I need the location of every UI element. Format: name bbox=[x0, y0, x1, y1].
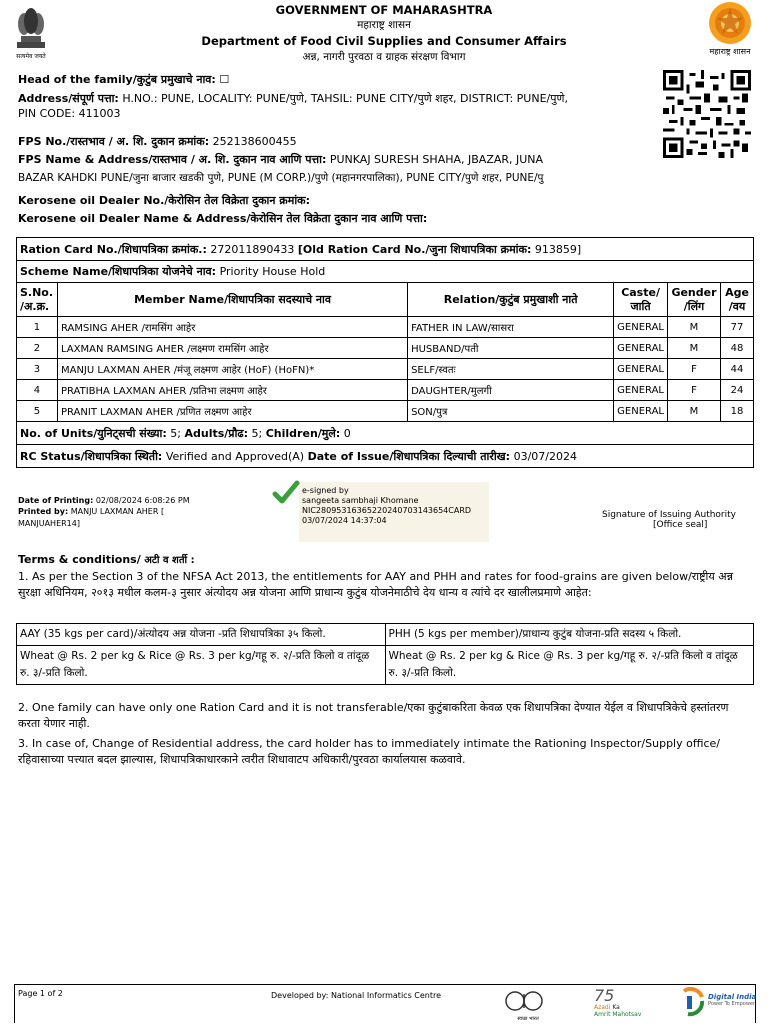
member-gender: F bbox=[668, 380, 721, 401]
member-name: MANJU LAXMAN AHER /मंजू लक्ष्मण आहेर (HoF) (HoFN)* bbox=[57, 359, 407, 380]
member-age: 18 bbox=[720, 401, 753, 422]
qr-code bbox=[662, 70, 752, 158]
children-label: Children/मुले: bbox=[265, 426, 341, 440]
member-age: 24 bbox=[720, 380, 753, 401]
terms-item-2: 2. One family can have only one Ration Card and it is not transferable/एका कुटुंबाकरिता केवळ एक शिधापत्रिका देण्यात येईल व शिधापत्रिकेचे हस्तांतरण करता येणार नाही. bbox=[18, 701, 729, 730]
fps-no-value: 252138600455 bbox=[212, 135, 297, 148]
col-header-gender: Gender /लिंग bbox=[668, 283, 721, 317]
member-caste: GENERAL bbox=[614, 359, 668, 380]
old-ration-card-value: 913859] bbox=[534, 242, 582, 256]
member-caste: GENERAL bbox=[614, 401, 668, 422]
col-header-caste: Caste/ जाति bbox=[614, 283, 668, 317]
check-icon bbox=[272, 480, 300, 510]
children-value: 0 bbox=[343, 426, 351, 440]
esign-line-4: 03/07/2024 14:37:04 bbox=[302, 516, 387, 525]
member-relation: HUSBAND/पती bbox=[408, 338, 614, 359]
printing-date-row bbox=[18, 496, 190, 505]
terms-heading bbox=[18, 552, 195, 566]
kerosene-name-label: Kerosene oil Dealer Name & Address/केरोसिन तेल विक्रेता दुकान नाव आणि पत्ता: bbox=[18, 212, 428, 225]
fps-no-row bbox=[18, 134, 297, 149]
terms-heading-mr: अटी व शर्ती : bbox=[144, 555, 195, 566]
esign-line-3: NIC28095316365220240703143654CARD bbox=[302, 506, 472, 515]
member-sno: 5 bbox=[17, 401, 58, 422]
swachh-caption: स्वच्छ भारत bbox=[517, 1016, 539, 1022]
member-gender: M bbox=[668, 401, 721, 422]
printed-by-label: Printed by: bbox=[18, 507, 69, 516]
member-caste: GENERAL bbox=[614, 338, 668, 359]
rc-status-value: Verified and Approved(A) bbox=[165, 449, 305, 463]
azadi-text-1: Azadi bbox=[594, 1004, 611, 1011]
page-number: Page 1 of 2 bbox=[18, 989, 63, 998]
member-relation: FATHER IN LAW/सासरा bbox=[408, 317, 614, 338]
aay-rate: Wheat @ Rs. 2 per kg & Rice @ Rs. 3 per kg/गहू रु. २/-प्रति किलो व तांदूळ रु. ३/-प्रति किलो. bbox=[17, 646, 386, 685]
printed-by-row bbox=[18, 507, 164, 516]
ration-card-label: Ration Card No./शिधापत्रिका क्रमांक.: bbox=[20, 242, 207, 256]
member-caste: GENERAL bbox=[614, 380, 668, 401]
office-seal: [Office seal] bbox=[653, 520, 708, 530]
table-row bbox=[17, 338, 754, 359]
dept-title-mr: अन्न, नागरी पुरवठा व ग्राहक संरक्षण विभाग bbox=[302, 51, 466, 63]
adults-label: Adults/प्रौढ: bbox=[184, 426, 249, 440]
member-sno: 2 bbox=[17, 338, 58, 359]
units-label: No. of Units/युनिट्सची संख्या: bbox=[20, 426, 167, 440]
member-relation: SON/पुत्र bbox=[408, 401, 614, 422]
phh-entitlement: PHH (5 kgs per member)/प्राधान्य कुटुंब योजना-प्रति सदस्य ५ किलो. bbox=[385, 624, 754, 646]
col-header-relation: Relation/कुटुंब प्रमुखाशी नाते bbox=[408, 283, 614, 317]
signature-authority: Signature of Issuing Authority bbox=[602, 510, 736, 520]
esign-line-1: e-signed by bbox=[302, 486, 349, 495]
col-header-sno: S.No. /अ.क्र. bbox=[17, 283, 58, 317]
head-of-family-value: ☐ bbox=[219, 73, 230, 86]
member-caste: GENERAL bbox=[614, 317, 668, 338]
member-name: PRANIT LAXMAN AHER /प्रणित लक्ष्मण आहेर bbox=[57, 401, 407, 422]
entitlements-table bbox=[16, 623, 754, 685]
units-row bbox=[17, 422, 754, 445]
digital-india-logo bbox=[678, 987, 757, 1021]
member-sno: 1 bbox=[17, 317, 58, 338]
table-row bbox=[17, 401, 754, 422]
member-sno: 3 bbox=[17, 359, 58, 380]
scheme-row bbox=[17, 261, 754, 283]
member-relation: DAUGHTER/मुलगी bbox=[408, 380, 614, 401]
fps-name-value-1: PUNKAJ SURESH SHAHA, JBAZAR, JUNA bbox=[329, 153, 544, 166]
head-of-family-label: Head of the family/कुटुंब प्रमुखाचे नाव: bbox=[18, 73, 216, 86]
col-header-name: Member Name/शिधापत्रिका सदस्याचे नाव bbox=[57, 283, 407, 317]
member-name: LAXMAN RAMSING AHER /लक्ष्मण रामसिंग आहेर bbox=[57, 338, 407, 359]
fps-name-row bbox=[18, 152, 543, 167]
terms-item-3: 3. In case of, Change of Residential address, the card holder has to immediately intimate the Rationing Inspector/Supply office/रहिवासाच्या पत्त्यात बदल झाल्यास, शिधापत्रिकाधारकाने त्वरीत शिधावाटप अधिकारी/पुरवठा कार्यालयास कळवावे. bbox=[18, 737, 721, 766]
member-gender: F bbox=[668, 359, 721, 380]
aay-entitlement: AAY (35 kgs per card)/अंत्योदय अन्न योजना -प्रति शिधापत्रिका ३५ किलो. bbox=[17, 624, 386, 646]
member-relation: SELF/स्वतः bbox=[408, 359, 614, 380]
address-value-2: PIN CODE: 411003 bbox=[18, 107, 121, 120]
table-row bbox=[17, 359, 754, 380]
digital-india-text: Digital India bbox=[708, 993, 757, 1001]
member-gender: M bbox=[668, 338, 721, 359]
table-row bbox=[17, 317, 754, 338]
units-value: 5; bbox=[170, 426, 181, 440]
terms-item-1: 1. As per the Section 3 of the NFSA Act 2013, the entitlements for AAY and PHH and rates for food-grains are given below/राष्ट्रीय अन्न सुरक्षा अधिनियम, २०१३ मधील कलम-३ नुसार अंत्योदय अन्न योजना आणि प्राधान्य कुटुंब योजनेमाठीचे देय धान्य व त्यांचे दर खालीलप्रमाणे आहेत: bbox=[18, 570, 733, 599]
printing-date-value: 02/08/2024 6:08:26 PM bbox=[95, 496, 190, 505]
phh-rate: Wheat @ Rs. 2 per kg & Rice @ Rs. 3 per kg/गहू रु. २/-प्रति किलो व तांदूळ रु. ३/-प्रति किलो. bbox=[385, 646, 754, 685]
adults-value: 5; bbox=[251, 426, 263, 440]
printed-by-value-1: MANJU LAXMAN AHER [ bbox=[70, 507, 165, 516]
azadi-text-2: Ka bbox=[612, 1004, 620, 1011]
scheme-label: Scheme Name/शिधापत्रिका योजनेचे नाव: bbox=[20, 265, 217, 278]
member-age: 77 bbox=[720, 317, 753, 338]
dept-title-en: Department of Food Civil Supplies and Consumer Affairs bbox=[201, 34, 567, 48]
swachh-bharat-logo bbox=[497, 990, 559, 1020]
gov-title-mr: महाराष्ट्र शासन bbox=[357, 19, 411, 31]
rc-status-label: RC Status/शिधापत्रिका स्थिती: bbox=[20, 449, 163, 463]
member-age: 48 bbox=[720, 338, 753, 359]
seal-caption: महाराष्ट्र शासन bbox=[709, 47, 751, 56]
member-age: 44 bbox=[720, 359, 753, 380]
ration-card-row bbox=[17, 238, 754, 261]
old-ration-card-label: [Old Ration Card No./जुना शिधापत्रिका क्रमांक: bbox=[297, 242, 532, 256]
fps-name-value-2: BAZAR KAHDKI PUNE/जुना बाजार खडकी पुणे, PUNE (M CORP.)/पुणे (महानगरपालिका), PUNE CITY/पुणे शहर, PUNE/पु bbox=[18, 172, 544, 184]
azadi-logo: 75 Azadi Ka Amrit Mahotsav bbox=[594, 988, 656, 1022]
member-gender: M bbox=[668, 317, 721, 338]
digital-india-tagline: Power To Empower bbox=[708, 1001, 756, 1007]
table-row bbox=[17, 380, 754, 401]
issue-date-label: Date of Issue/शिधापत्रिका दिल्याची तारीख: bbox=[307, 449, 511, 463]
developed-by: Developed by: National Informatics Centre bbox=[271, 991, 442, 1000]
head-of-family-row bbox=[18, 72, 229, 87]
emblem-caption: सत्यमेव जयते bbox=[16, 53, 46, 60]
ration-card-table bbox=[16, 237, 754, 468]
address-row bbox=[18, 91, 568, 106]
fps-no-label: FPS No./रास्तभाव / अ. शि. दुकान क्रमांक: bbox=[18, 135, 210, 148]
col-header-age: Age /वय bbox=[720, 283, 753, 317]
azadi-text-3: Amrit Mahotsav bbox=[594, 1011, 642, 1018]
maharashtra-seal bbox=[700, 0, 760, 58]
member-sno: 4 bbox=[17, 380, 58, 401]
fps-name-label: FPS Name & Address/रास्तभाव / अ. शि. दुकान नाव आणि पत्ता: bbox=[18, 153, 327, 166]
terms-heading-en: Terms & conditions/ bbox=[18, 553, 141, 566]
issue-date-value: 03/07/2024 bbox=[513, 449, 577, 463]
member-name: RAMSING AHER /रामसिंग आहेर bbox=[57, 317, 407, 338]
gov-title-en: GOVERNMENT OF MAHARASHTRA bbox=[275, 3, 493, 17]
address-label: Address/संपूर्ण पत्ता: bbox=[18, 92, 119, 105]
status-row bbox=[17, 445, 754, 468]
kerosene-no-label: Kerosene oil Dealer No./केरोसिन तेल विक्रेता दुकान क्रमांक: bbox=[18, 194, 311, 207]
member-name: PRATIBHA LAXMAN AHER /प्रतिभा लक्ष्मण आहेर bbox=[57, 380, 407, 401]
esign-line-2: sangeeta sambhaji Khomane bbox=[302, 496, 419, 505]
scheme-value: Priority House Hold bbox=[219, 265, 326, 278]
printed-by-value-2: MANJUAHER14] bbox=[18, 519, 80, 528]
ration-card-value: 272011890433 bbox=[210, 242, 295, 256]
printing-date-label: Date of Printing: bbox=[18, 496, 94, 505]
address-value-1: H.NO.: PUNE, LOCALITY: PUNE/पुणे, TAHSIL: PUNE CITY/पुणे शहर, DISTRICT: PUNE/पुणे, bbox=[122, 92, 568, 105]
